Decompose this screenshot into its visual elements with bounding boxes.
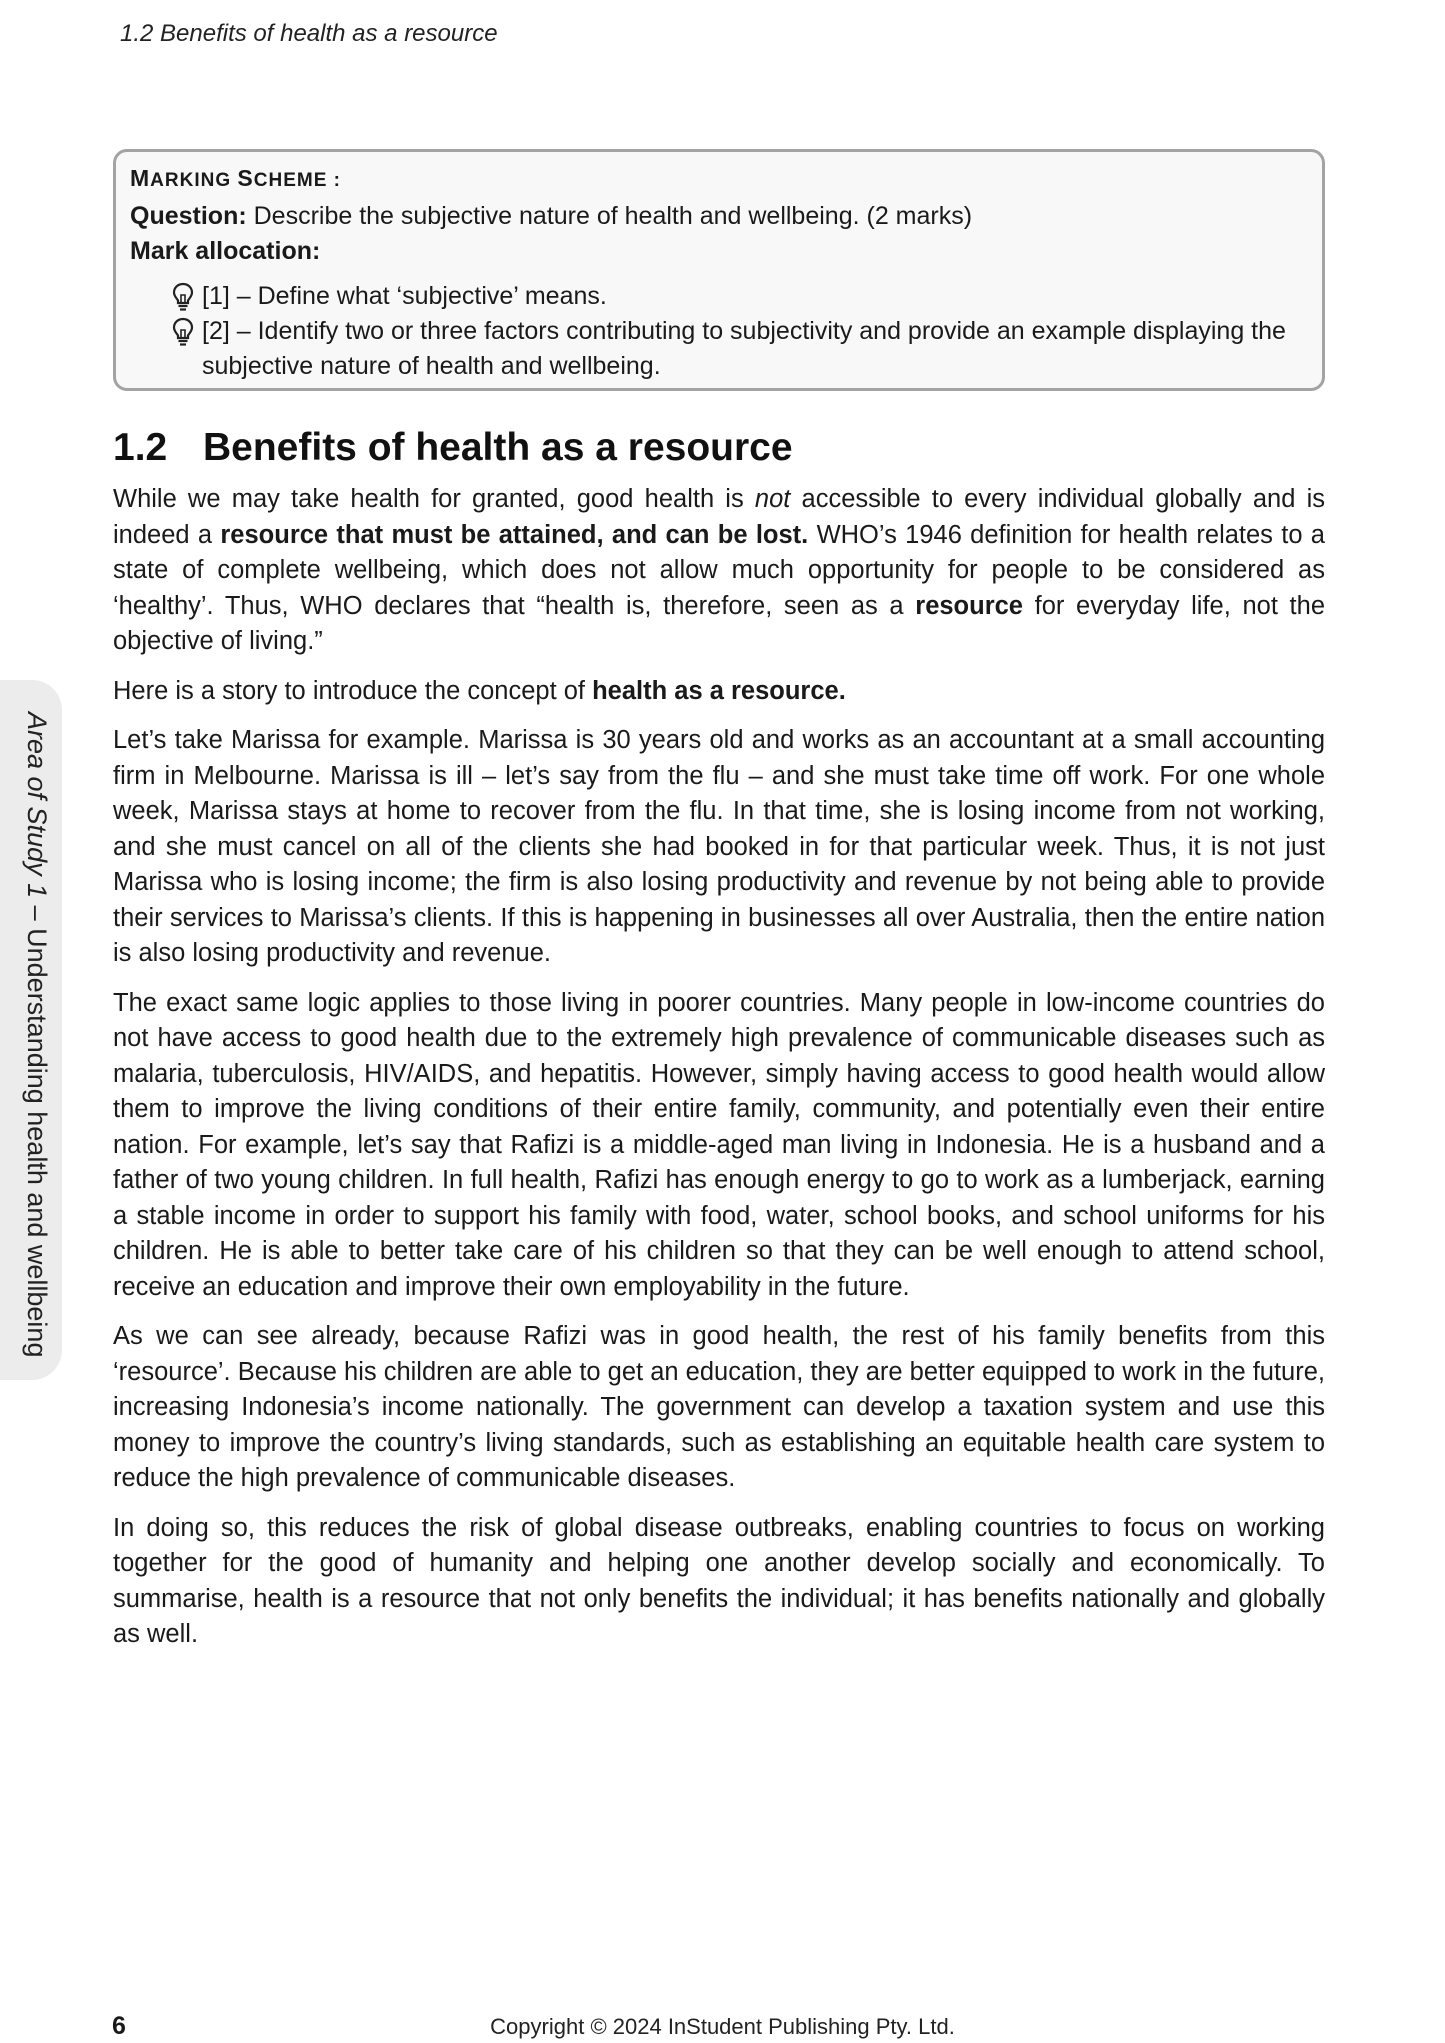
side-tab-topic: – Understanding health and wellbeing (22, 898, 52, 1358)
section-heading (113, 426, 793, 470)
copyright-footer: Copyright © 2024 InStudent Publishing Pty. Ltd. (490, 2014, 955, 2039)
paragraph: The exact same logic applies to those living in poorer countries. Many people in low-income countries do not have access to good health due to the extremely high prevalence of communicable diseases such as malaria, tuberculosis, HIV/AIDS, and hepatitis. However, simply having access to good health would allow them to improve the living conditions of their entire family, community, and potentially even their entire nation. For example, let’s say that Rafizi is a middle-aged man living in Indonesia. He is a husband and a father of two young children. In full health, Rafizi has enough energy to go to work as a lumberjack, earning a stable income in order to support his family with food, water, school books, and school uniforms for his children. He is able to better take care of his children so that they can be well enough to attend school, receive an education and improve their own employability in the future. (113, 988, 1325, 1301)
section-number: 1.2 (113, 426, 168, 469)
section-title: Benefits of health as a resource (203, 426, 793, 469)
mark-allocation-item (130, 314, 1306, 384)
paragraph: As we can see already, because Rafizi was in good health, the rest of his family benefits from this ‘resource’. Because his children are able to get an education, they are better equipped to work in the future, increasing Indonesia’s income nationally. The government can develop a taxation system and use this money to improve the country’s living standards, such as establishing an equitable health care system to reduce the high prevalence of communicable diseases. (113, 1322, 1325, 1492)
marking-scheme-title: MARKING SCHEME : (130, 165, 341, 191)
marking-scheme-box (113, 149, 1325, 391)
side-tab-label (12, 712, 52, 1358)
page-number: 6 (112, 2012, 126, 2040)
mark-allocation-text: [1] – Define what ‘subjective’ means. (202, 282, 607, 310)
lightbulb-icon (170, 317, 196, 347)
side-tab-area: Area of Study 1 (22, 712, 52, 899)
marking-scheme-allocation: Mark allocation: (130, 237, 321, 265)
marking-scheme-question: Question: Describe the subjective nature of health and wellbeing. (2 marks) (130, 202, 973, 230)
paragraph: While we may take health for granted, good health is not accessible to every individual globally and is indeed a resource that must be attained, and can be lost. WHO’s 1946 definition for health relates to a state of complete wellbeing, which does not allow much opportunity for people to be considered as ‘healthy’. Thus, WHO declares that “health is, therefore, seen as a resource for everyday life, not the objective of living.” (113, 485, 1326, 655)
paragraph: In doing so, this reduces the risk of global disease outbreaks, enabling countries to focus on working together for the good of humanity and helping one another develop socially and economically. To summarise, health is a resource that not only benefits the individual; it has benefits nationally and globally as well. (113, 1513, 1325, 1648)
paragraph: Let’s take Marissa for example. Marissa is 30 years old and works as an accountant at a small accounting firm in Melbourne. Marissa is ill – let’s say from the flu – and she must take time off work. For one whole week, Marissa stays at home to recover from the flu. In that time, she is losing income from not working, and she must cancel on all of the clients she had booked in for that particular week. Thus, it is not just Marissa who is losing income; the firm is also losing productivity and revenue by not being able to provide their services to Marissa’s clients. If this is happening in businesses all over Australia, then the entire nation is also losing productivity and revenue. (113, 726, 1325, 967)
lightbulb-icon (170, 282, 196, 312)
mark-allocation-text: [2] – Identify two or three factors contributing to subjectivity and provide an example displaying the subjective nature of health and wellbeing. (202, 317, 1286, 380)
paragraph: Here is a story to introduce the concept of health as a resource. (113, 676, 846, 705)
body-text (113, 482, 1325, 1667)
mark-allocation-list (130, 279, 1306, 384)
mark-allocation-item (130, 279, 1306, 314)
running-header: 1.2 Benefits of health as a resource (120, 20, 498, 47)
